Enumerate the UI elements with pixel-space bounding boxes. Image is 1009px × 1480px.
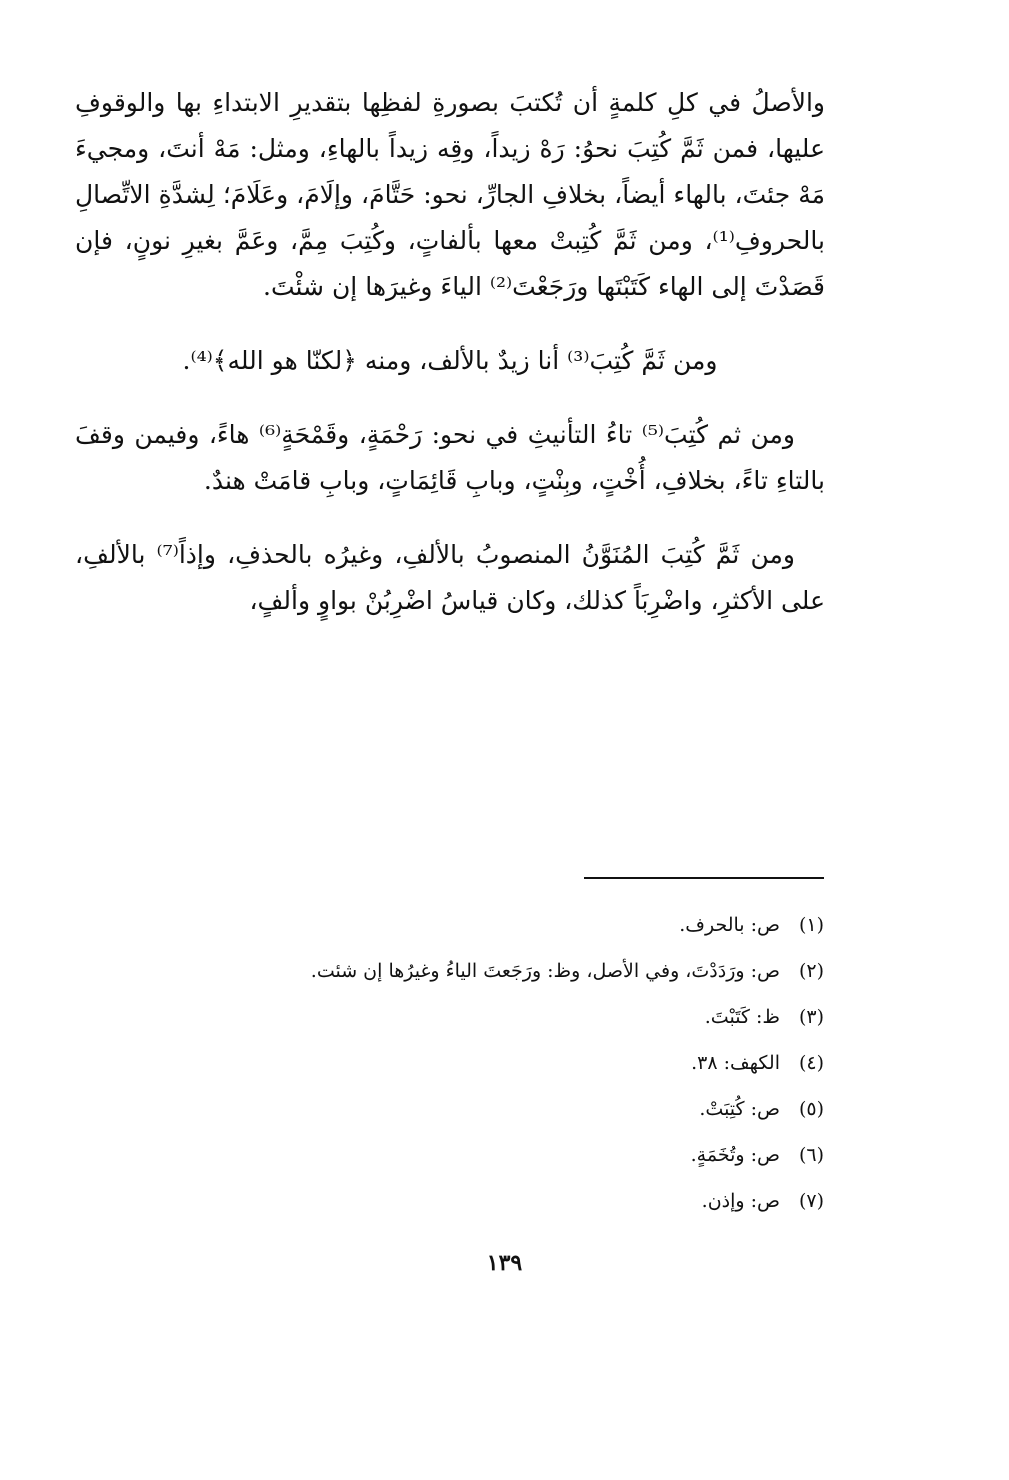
footnote-number: (٥): [798, 1098, 824, 1120]
footnote-item: [174, 1040, 824, 1086]
footnote-text: ص: ورَدَدْتَ، وفي الأصل، وظ: ورَجَعتَ الياءُ وغيرُها إن شئت.: [310, 960, 780, 982]
footnote-item: [174, 902, 824, 948]
footnote-number: (٦): [798, 1144, 824, 1166]
footnote-item: [174, 1178, 824, 1224]
footnote-number: (٧): [798, 1190, 824, 1212]
footnote-item: [174, 1132, 824, 1178]
footnote-text: ص: بالحرف.: [679, 914, 780, 936]
footnote-number: (١): [798, 914, 824, 936]
footnote-text: ظ: كَتَبْتَ.: [704, 1006, 780, 1028]
footnote-item: [174, 1086, 824, 1132]
footnote-text: الكهف: ٣٨.: [691, 1052, 780, 1074]
footnotes-list: [174, 902, 824, 1224]
footnote-item: [174, 994, 824, 1040]
footnote-text: ص: كُتِبَتْ.: [699, 1098, 780, 1120]
footnote-number: (٢): [798, 960, 824, 982]
paragraph-3: ومن ثم كُتِبَ⁽⁵⁾ تاءُ التأنيثِ في نحو: رَحْمَةٍ، وقَمْحَةٍ⁽⁶⁾ هاءً، وفيمن وقفَ بالتاءِ تاءً، بخلافِ، أُخْتٍ، وبِنْتٍ، وبابِ قَائِمَاتٍ، وبابِ قامَتْ هندٌ.: [75, 420, 825, 495]
paragraph-1: والأصلُ في كلِ كلمةٍ أن تُكتبَ بصورةِ لفظِها بتقديرِ الابتداءِ بها والوقوفِ عليها، فمن ثَمَّ كُتِبَ نحوُ: رَهْ زيداً، وقِه زيداً بالهاءِ، ومثل: مَهْ أنتَ، ومجيءَ مَهْ جئتَ، بالهاء أيضاً، بخلافِ الجارِّ، نحو: حَتَّامَ، وإلَامَ، وعَلَامَ؛ لِشدَّةِ الاتِّصالِ بالحروفِ⁽¹⁾، ومن ثَمَّ كُتِبتْ معها بألفاتٍ، وكُتِبَ مِمَّ، وعَمَّ بغيرِ نونٍ، فإن قَصَدْتَ إلى الهاء كَتَبْتَها ورَجَعْتَ⁽²⁾ الياءَ وغيرَها إن شئْتَ.: [75, 88, 825, 301]
footnote-number: (٣): [798, 1006, 824, 1028]
footnote-text: ص: وإذن.: [701, 1190, 780, 1212]
paragraph-4: ومن ثَمَّ كُتِبَ المُنَوَّنُ المنصوبُ بالألفِ، وغيرُه بالحذفِ، وإذاً⁽⁷⁾ بالألفِ، على الأكثرِ، واضْرِبَاً كذلك، وكان قياسُ اضْرِبُنْ بواوٍ وألفٍ،: [75, 540, 825, 615]
footnote-divider: [584, 877, 824, 879]
paragraph-2: ومن ثَمَّ كُتِبَ⁽³⁾ أنا زيدٌ بالألف، ومنه ﴿لكنّا هو الله﴾⁽⁴⁾.: [182, 346, 718, 375]
footnote-item: [174, 948, 824, 994]
footnote-number: (٤): [798, 1052, 824, 1074]
main-text: [75, 80, 825, 652]
footnote-text: ص: وتُخَمَةٍ.: [690, 1144, 780, 1166]
page-number: ١٣٩: [486, 1250, 523, 1276]
